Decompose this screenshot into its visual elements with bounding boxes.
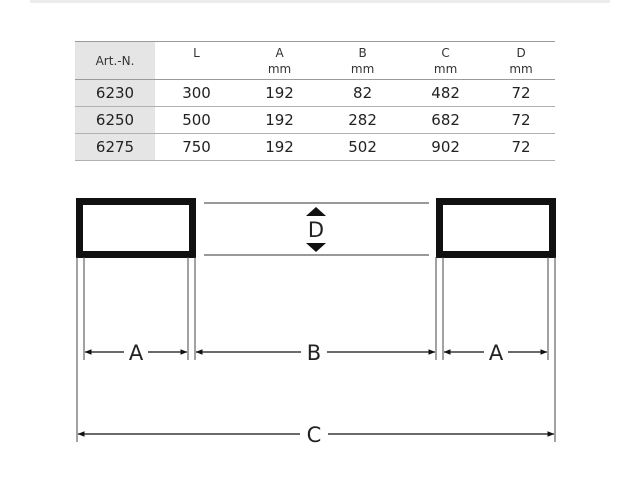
dim-label-a-right: A	[488, 341, 504, 365]
header-unit: mm	[267, 62, 292, 76]
header-label: Art.-N.	[95, 53, 135, 68]
cell-art-no: 6250	[75, 107, 155, 134]
header-label: B	[358, 46, 367, 60]
cell-b: 282	[348, 111, 377, 129]
d-up-arrow	[306, 207, 326, 216]
dim-label-c: C	[306, 423, 322, 447]
cell-b: 502	[348, 138, 377, 156]
cell-a: 192	[265, 138, 294, 156]
left-foot-profile	[80, 202, 193, 255]
cell-b: 82	[353, 84, 373, 102]
dim-label-a-left: A	[128, 341, 144, 365]
d-down-arrow	[306, 243, 326, 252]
header-label: C	[441, 46, 450, 60]
cell-d: 72	[511, 84, 531, 102]
cell-d: 72	[511, 111, 531, 129]
cell-c: 902	[431, 138, 460, 156]
cell-c: 482	[431, 84, 460, 102]
cell-d: 72	[511, 138, 531, 156]
header-unit: mm	[433, 62, 458, 76]
dim-label-b: B	[306, 341, 322, 365]
dim-label-d: D	[307, 218, 325, 242]
cell-l: 750	[182, 138, 211, 156]
cell-l: 300	[182, 84, 211, 102]
cell-a: 192	[265, 111, 294, 129]
cell-art-no: 6230	[75, 80, 155, 107]
header-label: A	[275, 46, 284, 60]
cell-a: 192	[265, 84, 294, 102]
cell-c: 682	[431, 111, 460, 129]
cell-art-no: 6275	[75, 134, 155, 161]
right-foot-profile	[440, 202, 553, 255]
header-unit: mm	[350, 62, 375, 76]
header-label: L	[193, 46, 200, 60]
cell-l: 500	[182, 111, 211, 129]
header-unit: mm	[509, 62, 533, 76]
header-label: D	[516, 46, 526, 60]
